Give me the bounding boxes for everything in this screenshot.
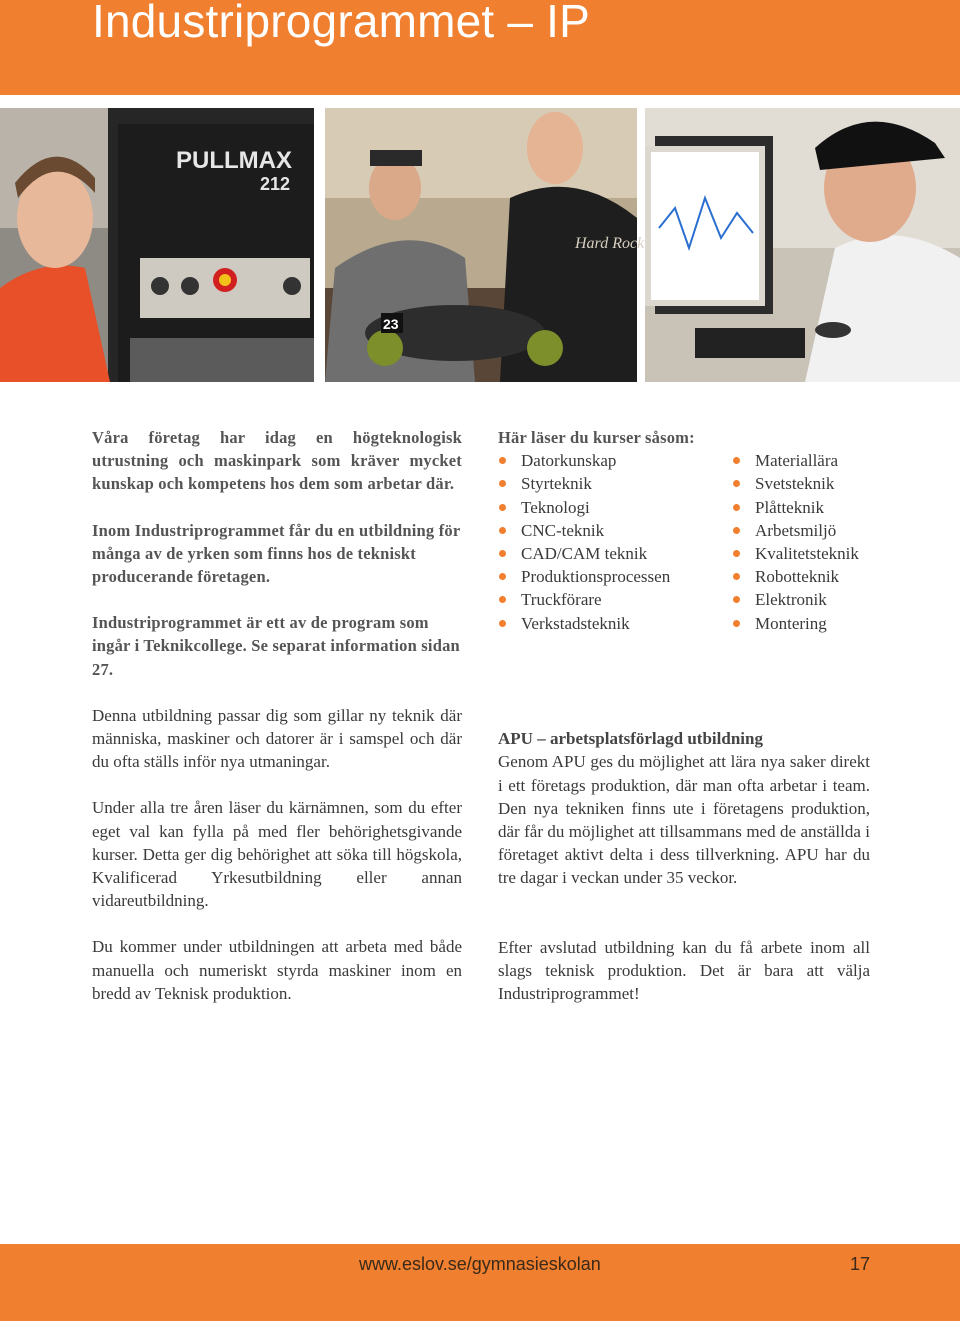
bullet-icon [499, 527, 506, 534]
apu-paragraph: Genom APU ges du möjlighet att lära nya saker direkt i ett företags produktion, där man ofta arbetar i team. Den nya tekniken finns ute i företagens produktion, där får du möjlighet att tillsammans med de anställda i företaget aktivt delta i dess tillverkning. APU har du tre dagar i veckan under 35 veckor. [498, 752, 870, 888]
footer-bar [0, 1244, 960, 1321]
course-name: CAD/CAM teknik [521, 544, 648, 564]
course-name: Kvalitetsteknik [755, 544, 859, 564]
courses-heading: Här läser du kurser såsom: [498, 428, 695, 447]
list-item [498, 449, 670, 472]
course-name: Styrteknik [521, 474, 592, 494]
list-item [498, 496, 670, 519]
course-list-right [732, 449, 859, 635]
bullet-icon [499, 504, 506, 511]
bullet-icon [733, 596, 740, 603]
bullet-icon [733, 457, 740, 464]
course-name: Montering [755, 613, 827, 633]
bullet-icon [733, 550, 740, 557]
intro-paragraph-3: Industriprogrammet är ett av de program som ingår i Teknikcollege. Se separat information sidan 27. [92, 613, 460, 679]
course-name: Arbetsmiljö [755, 520, 837, 540]
list-item [732, 612, 859, 635]
list-item [732, 519, 859, 542]
bullet-icon [733, 573, 740, 580]
course-name: Materiallära [755, 451, 839, 471]
left-column [92, 426, 462, 1005]
photo-strip [0, 108, 960, 382]
body-paragraph-3: Du kommer under utbildningen att arbeta med både manuella och numeriskt styrda maskiner inom en bredd av Teknisk produktion. [92, 937, 462, 1003]
intro-paragraph-1: Våra företag har idag en högteknologisk utrustning och maskinpark som kräver mycket kunskap och kompetens hos dem som arbetar där. [92, 428, 462, 494]
bullet-icon [733, 504, 740, 511]
course-list-left [498, 449, 670, 635]
list-item [498, 542, 670, 565]
course-name: Produktionsprocessen [521, 567, 671, 587]
course-lists [498, 449, 870, 659]
course-name: CNC-teknik [521, 520, 605, 540]
machine-model-label: 212 [260, 174, 291, 194]
body-paragraph-2: Under alla tre åren läser du kärnämnen, som du efter eget val kan fylla på med fler behörighetsgivande kurser. Detta ger dig behörighet att söka till högskola, Kvalificerad Yrkesutbildning eller annan vidareutbildning. [92, 798, 462, 911]
machine-brand-label: PULLMAX [176, 147, 292, 174]
bullet-icon [499, 480, 506, 487]
bullet-icon [499, 596, 506, 603]
course-name: Robotteknik [755, 567, 840, 587]
shirt-print: Hard Rock [575, 235, 645, 252]
list-item [732, 588, 859, 611]
list-item [732, 449, 859, 472]
apu-heading: APU – arbetsplatsförlagd utbildning [498, 729, 763, 749]
list-item [732, 496, 859, 519]
list-item [498, 588, 670, 611]
list-item [732, 565, 859, 588]
photo-student-computer [645, 108, 960, 382]
course-name: Verkstadsteknik [521, 613, 630, 633]
list-item [498, 519, 670, 542]
photo-students-rc-car [325, 108, 645, 382]
bullet-icon [499, 457, 506, 464]
course-name: Teknologi [521, 497, 590, 517]
header-banner [0, 0, 960, 95]
list-item [498, 612, 670, 635]
bullet-icon [733, 480, 740, 487]
bullet-icon [499, 620, 506, 627]
bullet-icon [733, 527, 740, 534]
closing-paragraph: Efter avslutad utbildning kan du få arbete inom all slags teknisk produktion. Det är bara att välja Industriprogrammet! [498, 937, 870, 1004]
course-name: Elektronik [755, 590, 827, 610]
right-column [498, 426, 870, 1005]
course-name: Plåtteknik [755, 497, 824, 517]
list-item [498, 472, 670, 495]
course-name: Truckförare [521, 590, 602, 610]
footer-url-link[interactable]: www.eslov.se/gymnasieskolan [359, 1254, 601, 1274]
bullet-icon [733, 620, 740, 627]
course-name: Datorkunskap [521, 451, 617, 471]
intro-paragraph-2: Inom Industriprogrammet får du en utbildning för många av de yrken som finns hos de tekniskt producerande företagen. [92, 520, 461, 587]
bullet-icon [499, 573, 506, 580]
list-item [732, 472, 859, 495]
list-item [498, 565, 670, 588]
list-item [732, 542, 859, 565]
bullet-icon [499, 550, 506, 557]
page-title: Industriprogrammet – IP [92, 0, 591, 47]
rc-car-number: 23 [383, 316, 399, 332]
page-number: 17 [850, 1254, 871, 1274]
photo-student-machine [0, 108, 314, 382]
course-name: Svetsteknik [755, 474, 835, 494]
body-paragraph-1: Denna utbildning passar dig som gillar ny teknik där människa, maskiner och datorer är i samspel och där du ofta ställs inför nya utmaningar. [92, 705, 462, 772]
